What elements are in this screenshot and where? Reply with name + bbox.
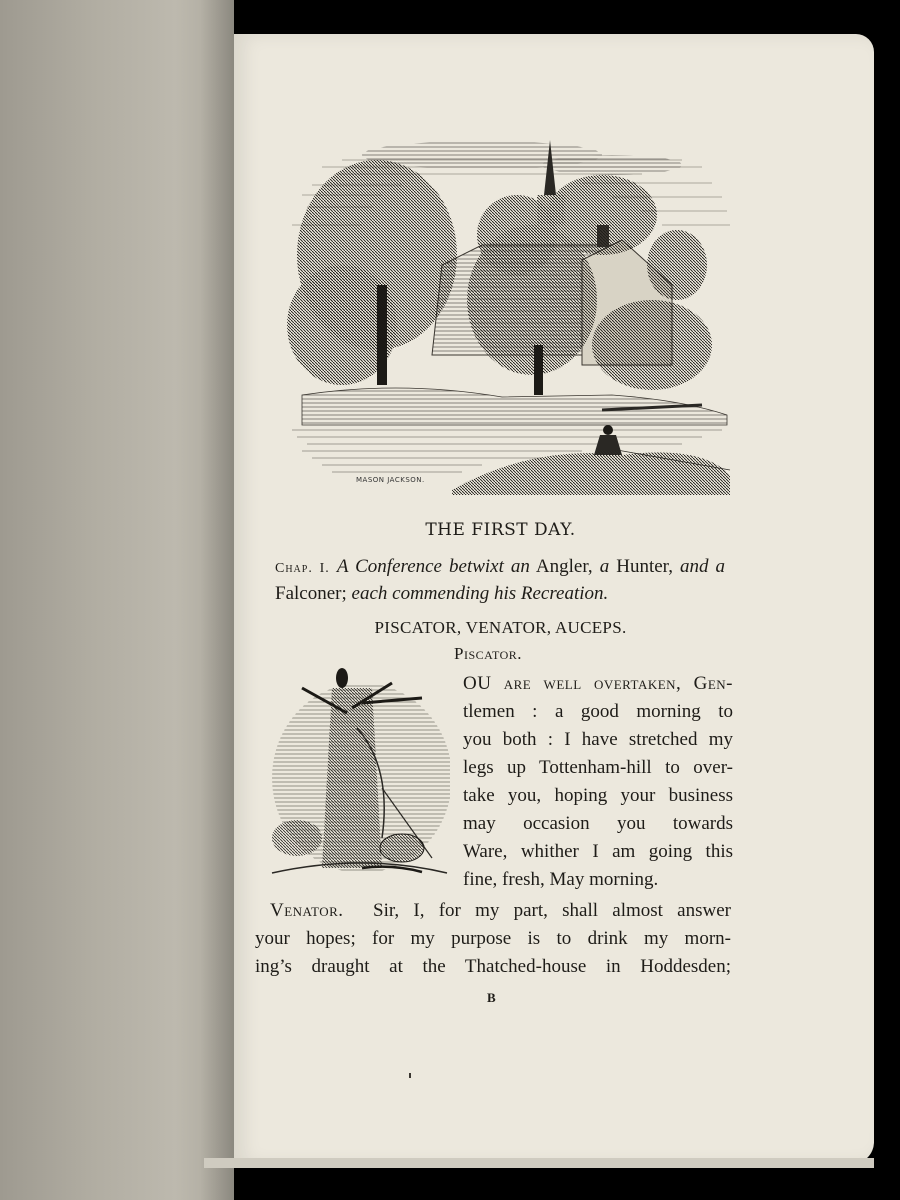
tree-stump-hawk-engraving [262,668,450,883]
facing-page-blank [0,0,234,1200]
signature-mark: B [487,990,496,1005]
piscator-line-3: you both : I have stretched my [463,729,733,750]
venator-line-1: Sir, I, for my part, shall almost answer [373,900,731,921]
venator-line-3: ing’s draught at the Thatched-house in Hoddesden; [255,956,731,977]
word-hunter: Hunter, [616,556,673,577]
venator-line-2: your hopes; for my purpose is to drink my morn- [255,928,731,949]
piscator-line-8: fine, fresh, May morning. [463,869,659,890]
section-title: THE FIRST DAY. [425,520,576,540]
gutter-shadow [200,0,234,1200]
piscator-line-7: Ware, whither I am going this [463,841,733,862]
chapter-label: Chap. I. [275,561,330,576]
river-landscape-engraving [282,125,732,495]
dramatis-personae: PISCATOR, VENATOR, AUCEPS. [374,618,627,637]
chapter-title-part2: each commending his Recreation. [351,583,609,604]
venator-label: Venator. [270,900,344,921]
chapter-title-part1: A Conference betwixt an [336,556,530,577]
page-edge [204,1158,874,1168]
word-angler: Angler, [535,556,593,577]
word-falconer: Falconer [275,583,342,604]
semicolon: ; [341,583,347,604]
piscator-line-2: tlemen : a good morning to [463,701,733,722]
piscator-line-4: legs up Tottenham-hill to over- [463,757,733,778]
ink-speck [409,1073,411,1078]
speaker-heading-piscator: Piscator. [454,644,522,663]
engraver-credit: MASON JACKSON. [356,476,425,484]
word-a: a [599,556,610,577]
piscator-line-1: OU are well overtaken, Gen- [463,673,733,694]
piscator-line-5: take you, hoping your business [463,785,733,806]
chapter-heading [275,554,725,606]
and-a: and a [680,556,726,577]
piscator-line-6: may occasion you towards [463,813,733,834]
